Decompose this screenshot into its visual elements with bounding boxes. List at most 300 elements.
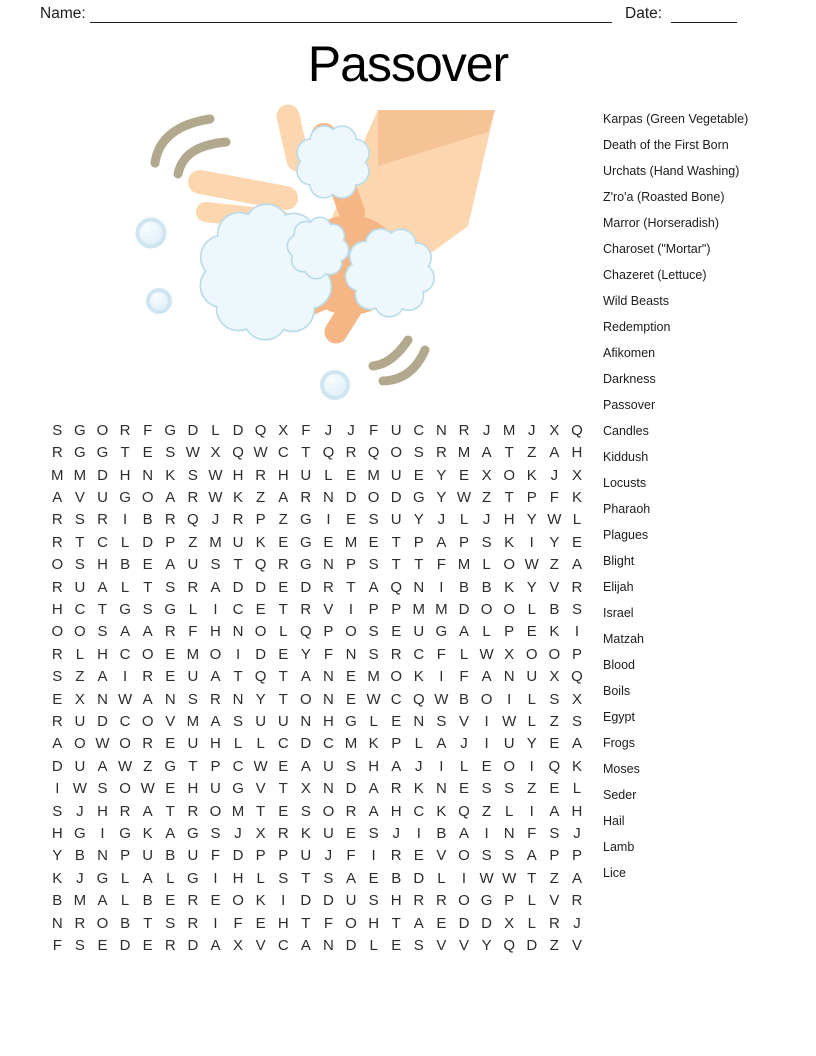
grid-letter: U [390,466,402,484]
grid-letter: E [323,533,334,551]
grid-letter: D [300,735,312,753]
grid-letter: H [119,466,131,484]
grid-letter: R [210,690,221,708]
grid-letter: W [72,780,87,798]
grid-letter: S [368,556,379,574]
grid-letter: D [232,847,244,865]
grid-letter: Q [232,444,244,462]
grid-letter: J [347,421,355,439]
grid-letter: Z [549,556,559,574]
grid-letter: W [117,757,133,775]
grid-letter: E [346,825,357,843]
grid-letter: G [74,421,86,439]
grid-letter: M [73,892,87,910]
grid-letter: I [507,690,512,708]
grid-letter: W [208,466,223,484]
grid-letter: K [413,668,424,686]
grid-letter: M [186,645,200,663]
grid-letter: F [301,421,311,439]
grid-letter: Z [481,488,492,506]
grid-letter: C [323,735,334,753]
grid-letter: C [232,600,244,618]
grid-letter: M [344,533,358,551]
word-list-item: Redemption [603,320,671,334]
grid-letter: S [142,600,153,618]
grid-letter: A [165,825,176,843]
grid-letter: D [458,600,470,618]
grid-letter: J [437,511,446,529]
grid-letter: C [119,645,131,663]
grid-letter: S [368,511,379,529]
grid-letter: U [187,735,199,753]
grid-letter: Q [412,690,425,708]
motion-lines-top-icon [155,119,226,174]
grid-letter: O [51,556,64,574]
grid-letter: A [142,802,153,820]
grid-letter: R [345,444,357,462]
grid-letter: H [368,914,380,932]
grid-letter: D [458,914,470,932]
grid-letter: X [549,668,560,686]
grid-letter: L [527,600,536,618]
grid-letter: B [481,578,492,596]
word-list-item: Passover [603,398,656,412]
grid-letter: C [74,600,86,618]
grid-letter: L [256,869,265,887]
grid-letter: O [548,645,561,663]
grid-letter: T [301,914,311,932]
grid-letter: L [369,712,378,730]
grid-letter: Y [481,937,492,955]
grid-letter: A [458,825,469,843]
word-list-item: Lamb [603,840,635,854]
grid-letter: R [390,780,402,798]
grid-letter: Q [187,511,199,529]
grid-letter: H [323,712,334,730]
grid-letter: K [526,466,537,484]
grid-letter: E [413,847,424,865]
grid-letter: V [165,712,176,730]
grid-letter: M [73,466,87,484]
grid-letter: K [436,802,447,820]
grid-letter: Z [75,668,85,686]
grid-letter: E [165,780,176,798]
grid-letter: K [255,533,266,551]
grid-letter: G [435,623,448,641]
grid-letter: M [209,533,222,551]
grid-letter: Y [52,847,63,865]
grid-letter: Z [188,533,198,551]
grid-letter: I [439,668,444,686]
grid-letter: L [233,735,243,753]
soap-bubble-icon [138,220,171,313]
grid-letter: D [119,937,131,955]
grid-letter: Y [526,578,537,596]
grid-letter: T [278,600,288,618]
word-list-item: Blight [603,554,635,568]
grid-letter: A [436,533,447,551]
grid-letter: R [277,556,289,574]
grid-letter: V [436,847,447,865]
grid-letter: B [142,511,153,529]
grid-letter: U [232,533,244,551]
grid-letter: S [74,556,85,574]
grid-letter: P [504,892,515,910]
grid-letter: R [187,892,199,910]
grid-letter: S [52,421,63,439]
grid-letter: E [278,533,289,551]
grid-letter: V [549,892,560,910]
grid-letter: X [481,466,492,484]
grid-letter: A [481,444,492,462]
grid-letter: L [482,623,491,641]
grid-letter: P [120,847,131,865]
grid-letter: H [232,466,244,484]
grid-letter: R [435,444,447,462]
grid-letter: M [367,668,380,686]
grid-letter: A [142,623,153,641]
grid-letter: L [120,578,130,596]
grid-letter: B [165,847,176,865]
grid-letter: P [255,847,266,865]
grid-letter: E [255,914,266,932]
grid-letter: L [369,937,378,955]
grid-letter: O [51,623,64,641]
grid-letter: T [97,600,108,618]
grid-letter: A [142,869,153,887]
grid-letter: H [368,757,380,775]
grid-letter: S [368,892,379,910]
grid-letter: K [142,825,153,843]
grid-letter: L [459,757,469,775]
grid-letter: O [119,735,131,753]
grid-letter: U [390,511,402,529]
grid-letter: G [232,780,244,798]
grid-letter: G [164,421,177,439]
grid-letter: P [323,623,334,641]
grid-letter: C [97,533,108,551]
grid-letter: R [571,892,583,910]
grid-letter: L [459,645,469,663]
grid-letter: T [391,533,401,551]
grid-letter: P [504,623,515,641]
grid-letter: B [52,892,63,910]
grid-letter: B [74,847,85,865]
grid-letter: R [164,623,176,641]
grid-letter: D [187,937,199,955]
grid-letter: T [143,578,153,596]
grid-letter: R [255,466,267,484]
grid-letter: F [436,645,446,663]
grid-letter: E [368,533,379,551]
grid-letter: N [345,645,357,663]
word-list-item: Blood [603,658,635,672]
grid-letter: E [278,757,289,775]
grid-letter: E [346,511,357,529]
grid-letter: B [142,892,153,910]
grid-letter: J [415,757,423,775]
grid-letter: E [458,780,469,798]
grid-letter: C [413,421,425,439]
grid-letter: E [255,600,266,618]
grid-letter: A [571,869,582,887]
grid-letter: R [277,825,289,843]
grid-letter: G [187,869,199,887]
word-list-item: Egypt [603,710,635,724]
grid-letter: E [391,623,402,641]
grid-letter: I [122,668,128,686]
grid-letter: S [571,712,582,730]
grid-letter: W [547,511,562,529]
grid-letter: L [120,869,130,887]
grid-letter: D [390,488,402,506]
grid-letter: A [368,578,379,596]
grid-letter: I [213,869,218,887]
grid-letter: D [142,533,154,551]
grid-letter: A [571,735,582,753]
grid-letter: I [484,712,489,730]
grid-letter: U [323,825,334,843]
word-list-item: Pharaoh [603,502,651,516]
grid-letter: F [323,914,333,932]
grid-letter: S [300,802,311,820]
grid-letter: A [481,668,492,686]
grid-letter: N [164,690,176,708]
grid-letter: Z [278,511,288,529]
grid-letter: O [299,690,312,708]
grid-letter: I [439,578,444,596]
grid-letter: G [119,488,131,506]
grid-letter: B [120,914,131,932]
word-list-item: Israel [603,606,634,620]
grid-letter: L [256,735,265,753]
grid-letter: O [232,892,244,910]
grid-letter: N [413,578,425,596]
grid-letter: R [323,578,334,596]
grid-letter: G [299,556,312,574]
grid-letter: D [255,645,267,663]
grid-letter: G [299,533,312,551]
grid-letter: E [278,802,289,820]
word-list-item: Matzah [603,632,644,646]
grid-letter: P [278,847,289,865]
grid-letter: H [97,802,108,820]
grid-letter: F [188,623,198,641]
grid-letter: F [436,556,446,574]
grid-letter: X [278,421,289,439]
grid-letter: Z [549,937,559,955]
grid-letter: I [100,825,105,843]
grid-letter: M [231,802,245,820]
grid-letter: X [571,690,582,708]
grid-letter: N [323,556,334,574]
grid-letter: P [391,735,402,753]
grid-letter: E [346,690,357,708]
grid-letter: W [95,735,110,753]
grid-letter: C [119,712,131,730]
grid-letter: G [74,825,86,843]
grid-letter: Q [571,668,583,686]
word-list-item: Darkness [603,372,656,386]
grid-letter: Q [322,444,335,462]
page-title: Passover [307,36,509,92]
grid-letter: O [141,488,154,506]
grid-letter: K [52,869,63,887]
grid-letter: J [528,421,536,439]
grid-letter: S [368,825,379,843]
grid-letter: A [300,937,311,955]
grid-letter: E [368,869,379,887]
grid-letter: S [481,533,492,551]
grid-letter: K [368,735,379,753]
grid-letter: E [346,668,357,686]
grid-letter: Y [255,690,266,708]
grid-letter: S [413,444,424,462]
grid-letter: J [482,421,491,439]
grid-letter: Y [413,511,424,529]
grid-letter: O [458,847,470,865]
grid-letter: I [574,623,580,641]
grid-letter: H [390,802,402,820]
grid-letter: E [142,444,153,462]
grid-letter: S [413,937,424,955]
word-list-item: Karpas (Green Vegetable) [603,112,749,126]
grid-letter: U [187,668,199,686]
grid-letter: A [52,488,63,506]
grid-letter: Q [458,802,470,820]
grid-letter: L [527,712,536,730]
grid-letter: N [503,825,515,843]
grid-letter: T [120,444,130,462]
grid-letter: L [505,802,514,820]
grid-letter: X [571,466,582,484]
grid-letter: E [278,645,289,663]
grid-letter: H [571,444,583,462]
grid-letter: R [51,712,63,730]
grid-letter: S [187,466,198,484]
grid-letter: R [345,802,357,820]
grid-letter: A [210,668,221,686]
grid-letter: A [300,757,311,775]
grid-letter: W [502,869,517,887]
grid-letter: O [141,645,154,663]
grid-letter: H [51,825,63,843]
grid-letter: O [503,600,515,618]
grid-letter: Z [143,757,153,775]
grid-letter: I [529,802,534,820]
grid-letter: I [461,869,467,887]
grid-letter: M [457,556,471,574]
grid-letter: N [97,847,108,865]
grid-letter: I [416,825,421,843]
grid-letter: O [322,802,335,820]
grid-letter: E [165,668,176,686]
grid-letter: U [277,712,289,730]
grid-letter: A [97,892,108,910]
grid-letter: S [97,780,108,798]
grid-letter: L [166,869,175,887]
grid-letter: D [232,421,244,439]
grid-letter: U [300,847,312,865]
grid-letter: P [458,533,469,551]
grid-letter: J [234,825,242,843]
grid-letter: C [277,735,289,753]
word-list-item: Candles [603,424,649,438]
grid-letter: Z [549,712,559,730]
grid-letter: D [232,578,244,596]
grid-letter: D [345,488,357,506]
grid-letter: D [345,937,357,955]
grid-letter: I [529,757,534,775]
grid-letter: F [233,914,243,932]
grid-letter: R [51,444,63,462]
word-list-item: Chazeret (Lettuce) [603,268,707,282]
grid-letter: P [413,533,424,551]
grid-letter: I [235,645,241,663]
grid-letter: S [571,600,582,618]
grid-letter: U [74,578,86,596]
grid-letter: R [97,511,108,529]
grid-letter: S [187,690,198,708]
grid-letter: E [142,937,153,955]
grid-letter: G [299,511,312,529]
grid-letter: U [187,847,199,865]
grid-letter: T [188,757,198,775]
grid-letter: N [503,668,515,686]
grid-letter: K [165,466,176,484]
grid-letter: F [346,847,356,865]
grid-letter: O [503,757,515,775]
grid-letter: F [527,825,537,843]
word-list-item: Moses [603,762,640,776]
grid-letter: Z [527,444,537,462]
grid-letter: T [301,869,311,887]
grid-letter: H [210,735,221,753]
grid-letter: H [277,466,289,484]
grid-letter: E [458,466,469,484]
grid-letter: G [412,488,425,506]
grid-letter: Y [526,735,537,753]
grid-letter: R [164,511,176,529]
grid-letter: M [367,466,380,484]
grid-letter: D [255,578,267,596]
grid-letter: B [391,869,402,887]
grid-letter: A [97,757,108,775]
grid-letter: R [142,668,154,686]
grid-letter: H [210,623,221,641]
grid-letter: O [525,645,538,663]
grid-letter: R [413,892,425,910]
grid-letter: R [164,937,176,955]
grid-letter: A [210,712,221,730]
grid-letter: O [96,914,109,932]
grid-letter: A [346,869,357,887]
grid-letter: S [233,712,244,730]
grid-letter: S [368,645,379,663]
grid-letter: T [256,802,266,820]
grid-letter: A [120,623,131,641]
grid-letter: I [55,780,60,798]
grid-letter: T [278,668,288,686]
grid-letter: R [51,578,63,596]
grid-letter: A [526,847,537,865]
grid-letter: N [413,712,425,730]
grid-letter: R [51,533,63,551]
grid-letter: G [164,757,177,775]
grid-letter: T [391,914,401,932]
grid-letter: A [97,578,108,596]
grid-letter: E [165,645,176,663]
